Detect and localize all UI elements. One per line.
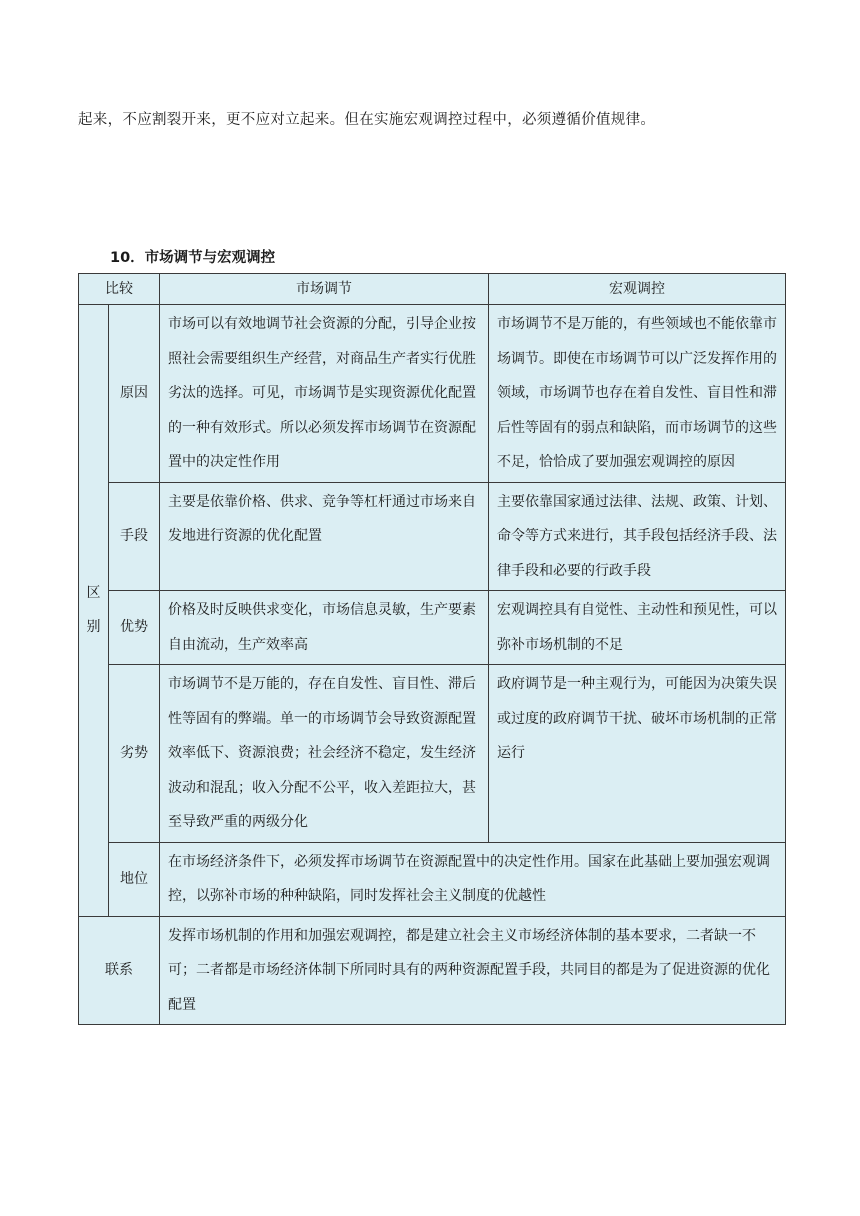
comparison-table (78, 273, 786, 1025)
row-label-relation: 联系 (79, 916, 160, 1025)
table-header-row (79, 274, 786, 305)
section-heading: 10．市场调节与宏观调控 (110, 250, 276, 266)
group-label-char-2: 别 (86, 619, 101, 635)
header-market: 市场调节 (160, 274, 489, 305)
cell-means-market: 主要是依靠价格、供求、竞争等杠杆通过市场来自发地进行资源的优化配置 (160, 482, 489, 591)
row-label-disadvantage: 劣势 (109, 665, 160, 843)
table-row-advantage (79, 591, 786, 665)
row-label-advantage: 优势 (109, 591, 160, 665)
group-label-char-1: 区 (86, 585, 101, 601)
header-macro: 宏观调控 (489, 274, 786, 305)
cell-relation-text: 发挥市场机制的作用和加强宏观调控，都是建立社会主义市场经济体制的基本要求，二者缺一不可；二者都是市场经济体制下所同时具有的两种资源配置手段，共同目的都是为了促进资源的优化配置 (160, 916, 786, 1025)
cell-advantage-macro: 宏观调控具有自觉性、主动性和预见性，可以弥补市场机制的不足 (489, 591, 786, 665)
cell-reason-macro: 市场调节不是万能的，有些领域也不能依靠市场调节。即使在市场调节可以广泛发挥作用的领域，市场调节也存在着自发性、盲目性和滞后性等固有的弱点和缺陷，而市场调节的这些不足，恰恰成了要加强宏观调控的原因 (489, 305, 786, 483)
header-compare: 比较 (79, 274, 160, 305)
table-row-relation (79, 916, 786, 1025)
table-row-disadvantage (79, 665, 786, 843)
table-row-reason (79, 305, 786, 483)
cell-advantage-market: 价格及时反映供求变化，市场信息灵敏，生产要素自由流动，生产效率高 (160, 591, 489, 665)
row-label-reason: 原因 (109, 305, 160, 483)
cell-disadvantage-macro: 政府调节是一种主观行为，可能因为决策失误或过度的政府调节干扰、破坏市场机制的正常运行 (489, 665, 786, 843)
table-row-means (79, 482, 786, 591)
row-label-status: 地位 (109, 842, 160, 916)
cell-means-macro: 主要依靠国家通过法律、法规、政策、计划、命令等方式来进行，其手段包括经济手段、法律手段和必要的行政手段 (489, 482, 786, 591)
group-label-difference (79, 305, 109, 917)
table-row-status (79, 842, 786, 916)
cell-disadvantage-market: 市场调节不是万能的，存在自发性、盲目性、滞后性等固有的弊端。单一的市场调节会导致资源配置效率低下、资源浪费；社会经济不稳定，发生经济波动和混乱；收入分配不公平，收入差距拉大，甚至导致严重的两级分化 (160, 665, 489, 843)
row-label-means: 手段 (109, 482, 160, 591)
cell-reason-market: 市场可以有效地调节社会资源的分配，引导企业按照社会需要组织生产经营，对商品生产者实行优胜劣汰的选择。可见，市场调节是实现资源优化配置的一种有效形式。所以必须发挥市场调节在资源配置中的决定性作用 (160, 305, 489, 483)
intro-paragraph-line: 起来，不应割裂开来，更不应对立起来。但在实施宏观调控过程中，必须遵循价值规律。 (78, 112, 656, 128)
cell-status-text: 在市场经济条件下，必须发挥市场调节在资源配置中的决定性作用。国家在此基础上要加强宏观调控，以弥补市场的种种缺陷，同时发挥社会主义制度的优越性 (160, 842, 786, 916)
